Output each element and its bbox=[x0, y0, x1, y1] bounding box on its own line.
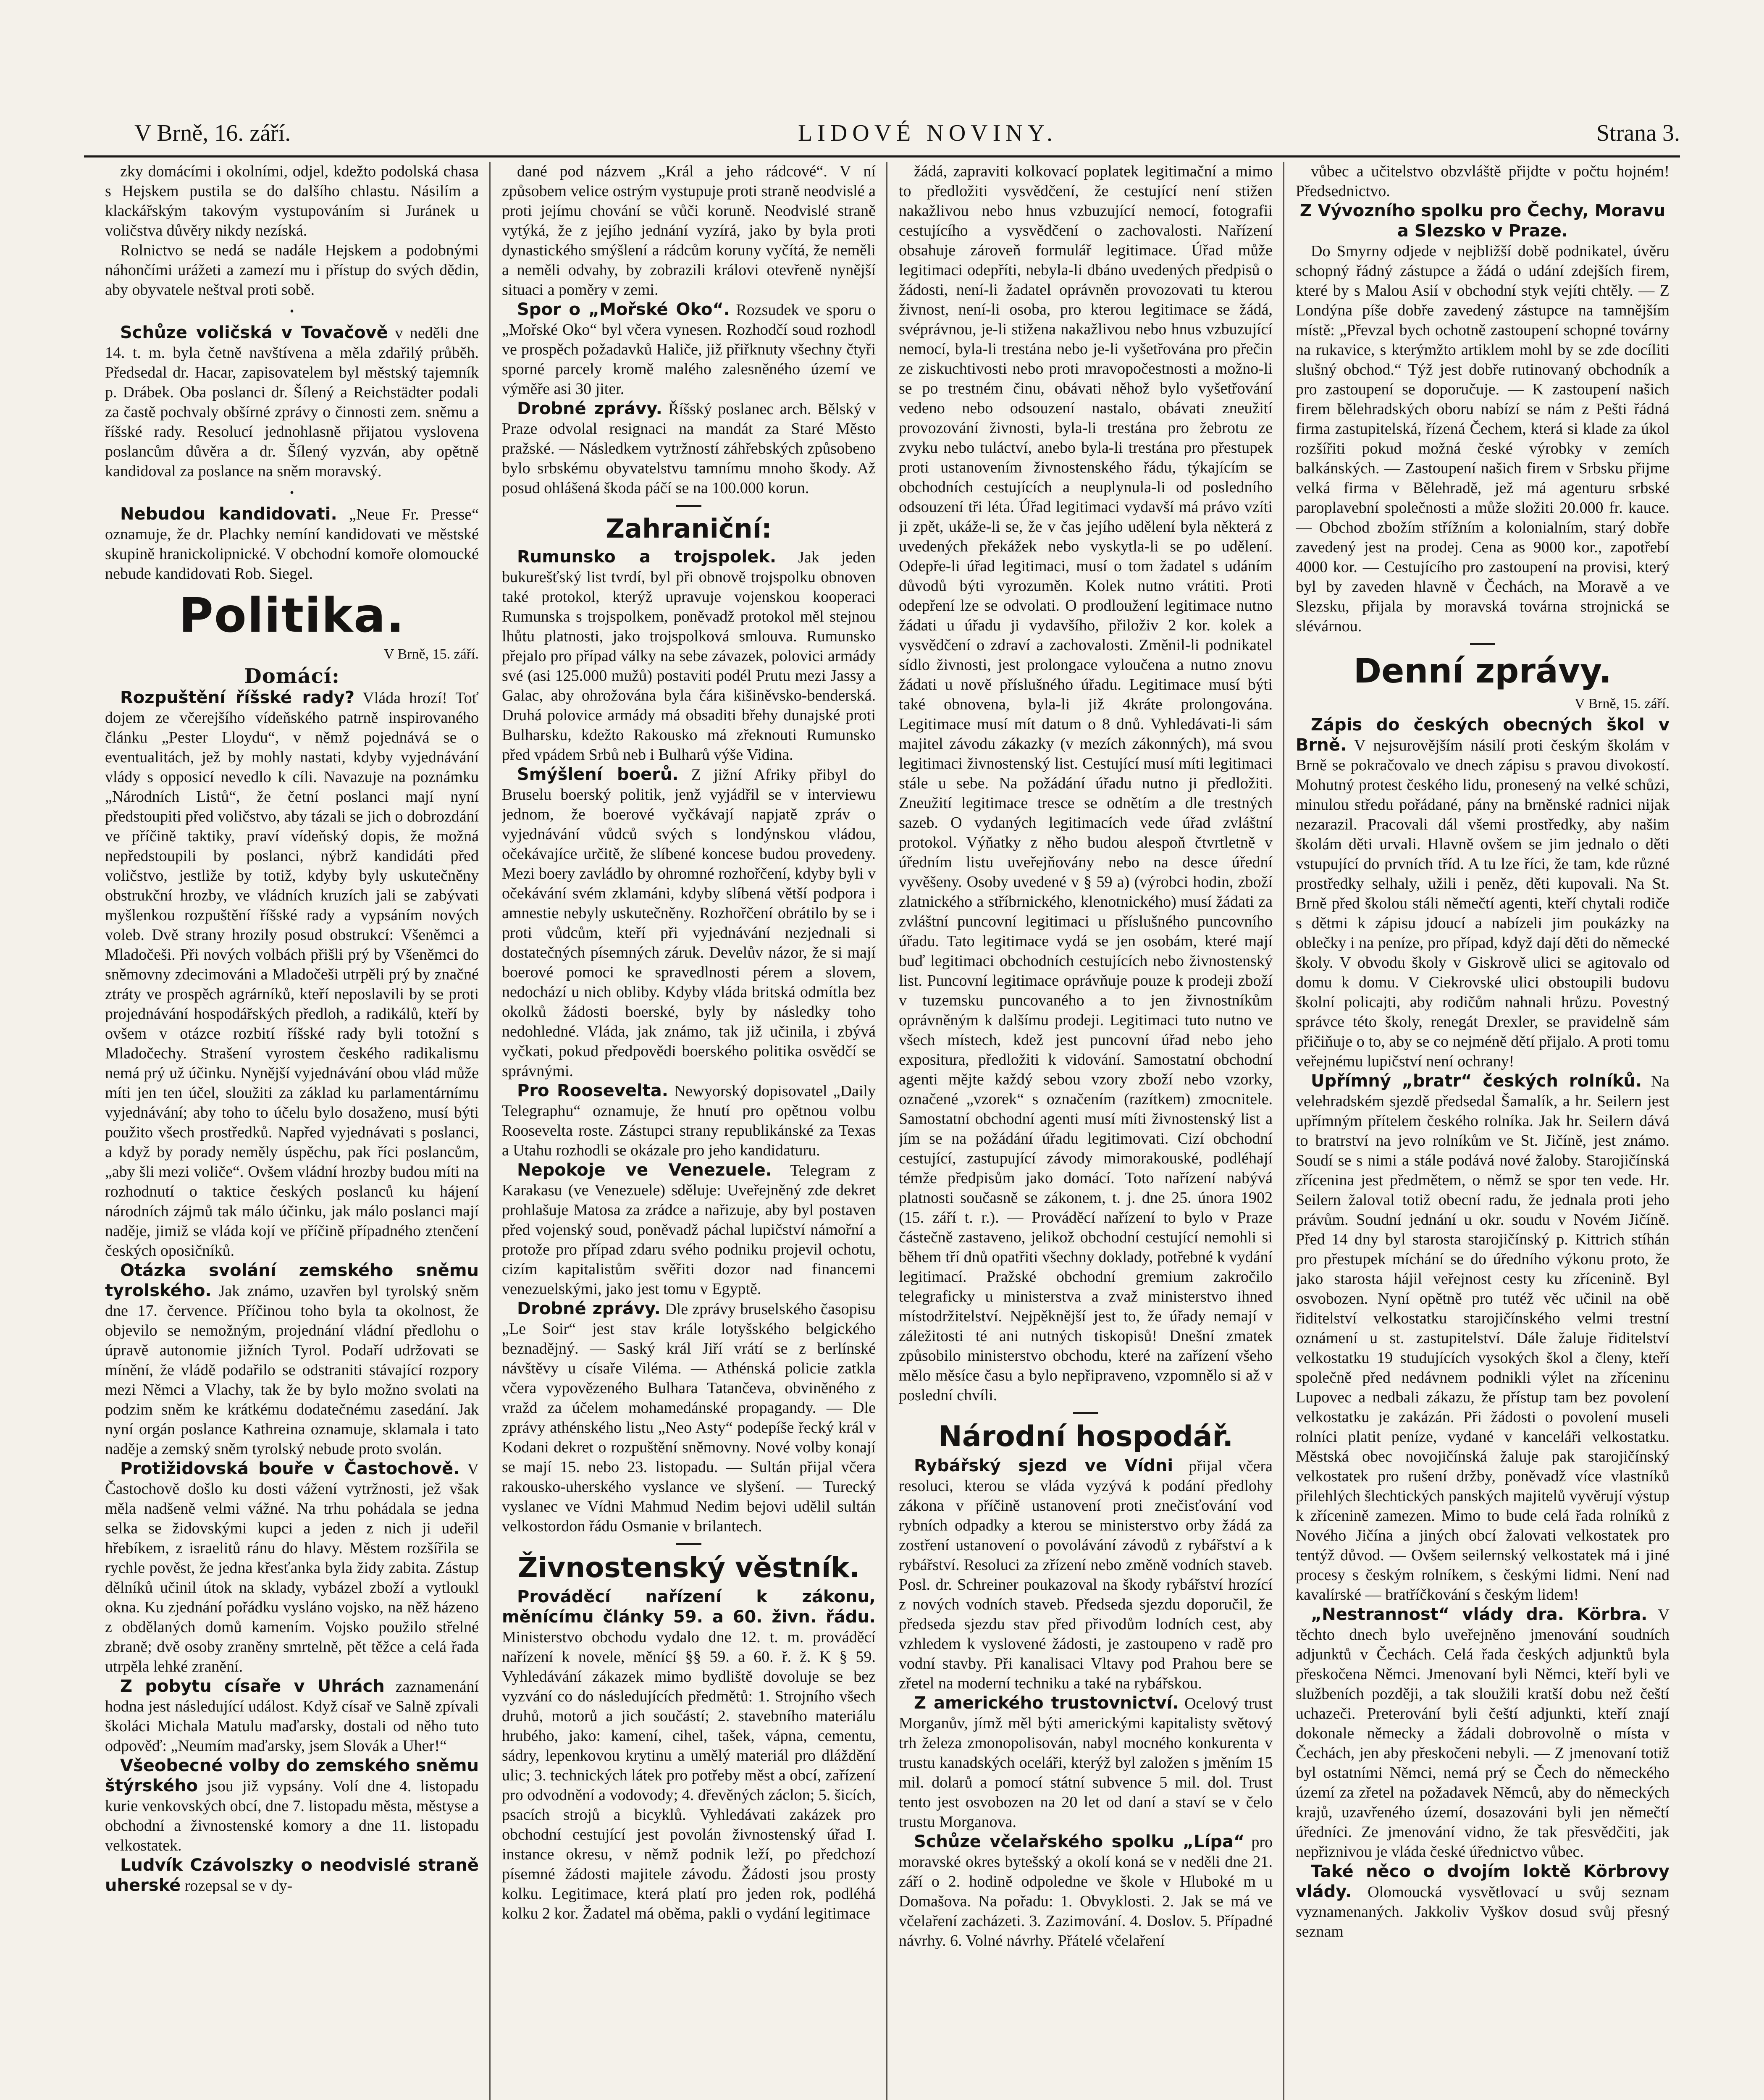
section-rule bbox=[1470, 643, 1495, 645]
article-text: Do Smyrny odjede v nejbližší době podnikatel, úvěru schopný řádný zástupce a žádá o udání zdejších firem, které by s Malou Asií v obchodní styk vejíti chtěly. — Z Londýna píše dobře zavedený zástupce na tamnějším místě: „Převzal bych ochotně zastoupení schopné továrny na rukavice, s kterýmžto artiklem mohl by se zde docíliti slušný obchod.“ Týž jest dobře rutinovaný obchodník a pro zastoupení se doporučuje. — K zastoupení našich firem bělehradských oboru nabízí se nám z Pešti řádná firma zastupitelská, řízená Čechem, která si klade za úkol rozšířiti pokud možná české výrobky v zemích balkánských. — Zastoupení našich firem v Srbsku přijme velká firma v Bělehradě, jež má agenturu srbské paroplavební společnosti a může složiti 20.000 fr. kauce. — Obchod zbožím střížním a kolonialním, starý dobře zavedený jest na prodej. Cena as 9000 kor., zapotřebí 4000 kor. — Cestujícího pro zastoupení na provisi, který byl by zaveden hlavně v Čechách, na Moravě a ve Slezsku, přijala by moravská továrna strojnická se slévárnou. bbox=[1296, 242, 1670, 635]
article-heading: Drobné zprávy. bbox=[517, 1299, 661, 1318]
separator-dot: • bbox=[290, 305, 294, 318]
separator-dot: • bbox=[290, 486, 294, 499]
article-text: Jak jeden bukurešťský list tvrdí, byl při obnově trojspolku obnoven také protokol, kterýž upravuje vojenskou kooperaci Rumunska s trojspolkem, poněvadž protokol měl stejnou lhůtu platnosti, jako trojspolková smlouva. Rumunsko přejalo pro případ války na sebe závazek, polovici armády své (asi 125.000 mužů) postaviti podél Prutu mezi Jassy a Galac, aby ohrožována byla čára kišiněvsko-benderská. Druhá polovice armády má obsaditi břehy dunajské proti Bulharsku, kdežto Rakousko má zřeknouti Rumunsko před vpádem Srbů neb i Bulharů výše Vidina. bbox=[502, 549, 876, 764]
article-text: Z jižní Afriky přibyl do Bruselu boerský politik, jenž vyjádřil se v interviewu jednom, že boerové vyčkávají napjatě zpráv o vyjednávání vůdců svých s londýnskou vládou, očekávajíce určitě, že slíbené koncese budou provedeny. Mezi boery zavládlo by ohromné rozhořčení, kdyby byli v očekávání svém zklamáni, kdyby slíbená větší podpora i amnestie nebyly uskutečněny. Rozhořčení obrátilo by se i proti vůdcům, kteří při vyjednávání nezjednali si dostatečných písemných záruk. Develův názor, že si mají boerové pomoci ke spravedlnosti pérem a slovem, nedochází u nich obliby. Kdyby vláda britská odmítla bez okolků žádosti boerské, byly by následky toho nedohledné. Vláda, jak známo, tak již učinila, i zbývá vyčkati, pokud předpovědi boerského politika osvědčí se správnými. bbox=[502, 766, 876, 1080]
header-date: V Brně, 16. září. bbox=[134, 120, 291, 146]
dateline: V Brně, 15. září. bbox=[1575, 696, 1670, 711]
article-heading: Rozpuštění říšské rady? bbox=[120, 688, 355, 707]
article bbox=[105, 1261, 479, 1459]
article bbox=[105, 688, 479, 1261]
article-heading: Z amerického trustovnictví. bbox=[914, 1693, 1179, 1713]
article-text: rozepsal se v dy- bbox=[184, 1877, 293, 1895]
article-heading: Z pobytu císaře v Uhrách bbox=[120, 1677, 385, 1696]
article-heading: Rumunsko a trojspolek. bbox=[517, 547, 777, 567]
article bbox=[105, 504, 479, 584]
column-4 bbox=[1296, 162, 1670, 2100]
article bbox=[1296, 1071, 1670, 1605]
article-text: V těchto dnech bylo uveřejněno jmenování soudních adjunktů v Čechách. Celá řada českých adjunktů byla přeskočena Němci. Jmenovaní byli Němci, kteří byli ve službeních později, a tak sloužili kratší dobu než čeští uchazeči. Preterování byli čeští adjunkti, kteří znají dokonale německy a žádali dobrovolně o místa v Čechách, jen aby přeskočeni nebyli. — Z jmenovaní totiž byl ostatními Němci, nemá prý se Čech do německého území za zřetel na požadavek Němců, aby do německých krajů, uzavřeného území, dosazováni byli jen němečtí úředníci. Ze jmenování vidno, že tak přesvědčiti, jak nepřiznivou je vláda české úřednictvo vůbec. bbox=[1296, 1606, 1670, 1861]
article-text: v neděli dne 14. t. m. byla četně navštívena a měla zdařilý průběh. Předsedal dr. Hacar, zapisovatelem byl městský tajemník p. Drábek. Oba poslanci dr. Šílený a Reichstädter podali za častě pochvaly obšírné zprávy o činnosti zem. sněmu a říšské rady. Resolucí jednohlasně přijatou vyslovena poslancům důvěra a dr. Šílený vyzván, aby opětně kandidoval za poslance na sněm moravský. bbox=[105, 324, 479, 480]
column-1 bbox=[105, 162, 479, 2100]
article-text: V Častochově došlo ku dosti vážení vytržnosti, jež však měla nadšeně velmi vážné. Na trhu pohádala se jedna selka se židovskými kupci a jeden z nich ji udeřil hřebíkem, z israelitů ránu do hlavy. Městem rozšířila se rychle pověst, že jedna křesťanka byla židy zabita. Zástup dělníků učinil útok na sklady, vybázel zboží a vytloukl okna. Ku zjednání pořádku vysláno vojsko, na něž házeno z obdělaných domů kamením. Vojsko použilo střelné zbraně; dvě osoby zraněny smrtelně, pět těžce a celá řada utrpěla lehké zranění. bbox=[105, 1460, 479, 1675]
header-rule bbox=[84, 155, 1680, 158]
article-heading: „Nestrannost“ vlády dra. Körbra. bbox=[1311, 1605, 1648, 1624]
article-heading: Otázka svolání zemského sněmu tyrolského. bbox=[105, 1261, 479, 1300]
column-divider bbox=[1283, 162, 1284, 2100]
article bbox=[502, 1160, 876, 1299]
section-title-zivnostensky-vestnik: Živnostenský věstník. bbox=[517, 1551, 860, 1584]
article-heading: Nebudou kandidovati. bbox=[120, 504, 337, 524]
article-text: přijal včera resoluci, kterou se vláda vyzývá k podání předlohy zákona v příčině ustanovení proti znečisťování vod rybních odpadky a kterou se ministerstvo orby žádá za zostření ustanovení o povolávání závodů z rybářství a k rybářství. Resoluci za zřízení nebo změně vodních staveb. Posl. dr. Schreiner poukazoval na škody rybářství hrozící z nových vodních staveb. Předseda sjezdu doporučil, že předseda sjezdu stav před přivodům lodních cest, aby vzhledem k vyslovené žádosti, je zastoupeno v radě pro vodní stavby. Při kanalisaci Vltavy pod Prahou bere se zřetel na moderní techniku a také na rybářskou. bbox=[899, 1457, 1273, 1692]
article bbox=[899, 1456, 1273, 1693]
article-text: Říšský poslanec arch. Bělský v Praze odvolal resignaci na mandát za Staré Město pražské. — Následkem vytržností záhřebských způsobeno bylo srbskému obyvatelstvu tamnímu mnoho škody. Až posud ohlášená škoda páčí se na 100.000 korun. bbox=[502, 400, 876, 497]
article-heading: Spor o „Mořské Oko“. bbox=[517, 300, 730, 319]
article-text: V nejsurovějším násilí proti českým školám v Brně se pokračovalo ve dnech zápisu s pravou divokostí. Mohutný protest českého lidu, pronesený na velké schůzi, minulou středu pořádané, pány na brněnské radnici nijak nezarazil. Pracovali dál všemi prostředky, aby našim školám děti urvali. Hlavně ovšem se jim jednalo o děti vstupující do prvních tříd. A tu lze říci, že tam, kde různé prostředky selhaly, užili i peněz, děti kupovali. Na St. Brně před školou stáli němečtí agenti, kteří chytali rodiče s dětmi k zápisu jdoucí a nabízeli jim poukázky na oblečky i na peníze, pro případ, když dají děti do německé školy. V obvodu školy v Giskrově ulici se agitovalo od domu k domu. V Ciekrovské ulici obstoupili budovu školní policajti, aby rodičům nahnali hrůzu. Povestný správce této školy, renegát Drexler, se pravidelně sám přičiňuje o to, aby se co nejméně dětí přijalo. A proti tomu veřejnému lupičství není ochrany! bbox=[1296, 737, 1670, 1070]
article-text: Rolnictvo se nedá se nadále Hejskem a podobnými náhončími urážeti a zamezí mu i přístup do svých dědin, aby obyvatele neštval proti sobě. bbox=[105, 242, 479, 299]
article-heading: Nepokoje ve Venezuele. bbox=[517, 1160, 772, 1180]
header-masthead: LIDOVÉ NOVINY. bbox=[798, 120, 1058, 146]
header-page-number: Strana 3. bbox=[1596, 120, 1680, 146]
section-title-politika: Politika. bbox=[178, 588, 405, 643]
column-divider bbox=[489, 162, 491, 2100]
article-heading: Schůze voličská v Tovačově bbox=[120, 323, 388, 342]
article-heading: Ludvík Czávolszky o neodvislé straně uherské bbox=[105, 1856, 479, 1895]
column-2 bbox=[502, 162, 876, 2100]
article bbox=[105, 1677, 479, 1756]
article-heading: Rybářský sjezd ve Vídni bbox=[914, 1456, 1173, 1475]
section-title-narodni-hospodar: Národní hospodář. bbox=[938, 1420, 1234, 1453]
article bbox=[1296, 1862, 1670, 1942]
article-heading: Také něco o dvojím loktě Körbrovy vlády. bbox=[1296, 1862, 1670, 1901]
article-text: pro moravské okres bytešský a okolí koná se v neděli dne 21. září o 2. hodině odpoledne ve škole v Hluboké m u Domašova. Na pořadu: 1. Obvyklosti. 2. Jak se má ve včelaření zacházeti. 3. Zazimování. 4. Doslov. 5. Případné návrhy. 6. Volné návrhy. Přátelé včelaření bbox=[899, 1833, 1273, 1950]
article-heading: Protižidovská bouře v Častochově. bbox=[120, 1459, 460, 1478]
running-head bbox=[84, 120, 1680, 153]
article-text: zaznamenání hodna jest následující událost. Když císař ve Salně zpívali školáci Michala Matulu maďarsky, dostali od něho tuto odpověď: „Neumím maďarsky, jsem Slovák a Uher!“ bbox=[105, 1678, 479, 1755]
article bbox=[1296, 1605, 1670, 1862]
article bbox=[105, 1856, 479, 1896]
article bbox=[502, 300, 876, 399]
article-text: Vláda hrozí! Toť dojem ze včerejšího vídeňského patrně inspirovaného článku „Pester Lloydu“, v němž pojednává se o eventualitách, jež by mohly nastati, kdyby vyjednávání vlády s opposicí nevedlo k cíli. Navazuje na poznámku „Národních Listů“, že četní poslanci mají nyní předstoupiti před voličstvo, aby tázali se jich o dobrozdání ve příčině taktiky, praví vídeňský dopis, že možná nepředstoupili by poslanci, nýbrž kandidáti před voličstvo, jestliže by totiž, kdyby byly uskutečněny obstrukční hrozby, ve vládních kruzích jali se zabývati myšlenkou rozpuštění říšské rady a vypsáním nových voleb. Dvě strany hrozily posud obstrukcí: Všeněmci a Mladočeši. Při nových volbách přišli prý by Všeněmci do sněmovny zdecimováni a Mladočeši utrpěli prý by značné ztráty ve prospěch agrárníků, kteří neposlavili by se proti projednávání hospodářských předloh, a radikálů, kteří by ovšem v otázce rozbití říšské rady byli totožní s Mladočechy. Strašení vyrostem českého radikalismu nemá prý už účinku. Nynější vyjednávání obou vlád může míti jen ten účel, sloužiti za základ ku parlamentárnímu vyjednávání; aby toho to účelu bylo dosaženo, musí býti použito všech prostředků. Napřed vyjednávati s poslanci, a když by porady neměly úspěchu, pak říci poslancům, „aby šli mezi voliče“. Ovšem vládní hrozby budou míti na rozhodnutí o taktice českých poslanců ku hájení národních zájmů tak málo účinku, jak málo poslanci mají naděje, jimiž se vláda kojí ve příčině případného ztenčení českých oposičníků. bbox=[105, 689, 479, 1260]
article-text: Newyorský dopisovatel „Daily Telegraphu“ oznamuje, že hnutí pro opětnou volbu Roosevelta roste. Zástupci strany republikánské za Texas a Utahu rozhodli se okázale pro jeho kandidaturu. bbox=[502, 1082, 876, 1159]
article-heading: Schůze včelařského spolku „Lípa“ bbox=[914, 1832, 1245, 1851]
article-text: Na velehradském sjezdě předsedal Šamalík, a hr. Seilern jest upřímným přítelem českého rolníka. Jak hr. Seilern dává to bratrství na jevo rolníkům ve St. Jičíně, jest známo. Soudí se s nimi a stále podává nové žaloby. Starojičínská zřícenina jest předmětem, o němž se spor ten vede. Hr. Seilern žaloval totiž obecní radu, že jednala proti jeho právům. Soudní jednání u okr. soudu v Novém Jičíně. Před 14 dny byl starosta starojičínský p. Kittrich stíhán pro přestupek míchání se do úředního výkonu proto, že jako starosta hájil veřejnost cesty ku zřícenině. Byl osvobozen. Nyní opětně pro tutéž věc učinil na obě řiditelství velkostatku starojičínského velmi trestní oznámení u st. zastupitelství. Dále žaluje řiditelství velkostatku 19 studujících vysokých škol a členy, kteří společně před nedávnem podnikli výlet na zříceninu Lupovec a nedbali zákazu, že přístup tam bez povolení velkostatku je zakázán. Při žádosti o povolení museli rolníci platit peníze, vydané v kanceláři velkostatku. Městská obec novojičínská žaluje pak starojičínský velkostatek pro rušení držby, poněvadž více vlastníků přilehlých šlechtických panských majitelů vyvěrují výstup k zřícenině zamezen. Mimo to bude celá řada rolníků z Nového Jičína a jiných obcí žalovati velkostatek pro tentýž důvod. — Ovšem seilernský velkostatek má i jiné procesy s českým rolníkem, s českými lidmi. Není nad kavalírské — bratříčkování s českým lidem! bbox=[1296, 1073, 1670, 1604]
article-text: žádá, zapraviti kolkovací poplatek legitimační a mimo to předložiti vysvědčení, že cestující není stižen nakažlivou nebo hnus vzbuzující nemocí, fotografii cestujícího a vysvědčení o zachovalosti. Nařízení obsahuje zároveň formulář legitimace. Úřad může legitimaci odepříti, nebyla-li dbáno uvedených předpisů o žádosti, není-li žadatel oprávněn provozovati tu kterou živnost, není-li osoba, pro kterou legitimace se žádá, svéprávnou, je-li stižena nakažlivou nebo hnus vzbuzující nemocí, byla-li trestána nebo je-li vyšetřována pro přečin ze ziskuchtivosti nebo proti mravopočestnosti a možno-li se po trestném činu, obávati něhož bylo vyšetřování vedeno nebo odsouzení nastalo, obávati zneužití provozování živnosti, byla-li trestána pro žebrotu ze zvyku nebo tuláctví, anebo byla-li trestána pro přestupek proti ustanovením živnostenského řádu, týkajícím se obchodních cestujících a neuplynula-li od posledního odsouzení tři léta. Úřad legitimaci vydavší má právo vzíti ji zpět, ukáže-li se, že v čas jejího udělení byla některá z uvedených překážek nebo vyskytla-li se po udělení. Odepře-li úřad legitimaci, musí o tom žadatel s udáním důvodů býti vyrozuměn. Kolek nutno vrátiti. Proti odepření lze se odvolati. O prodloužení legitimace nutno žádati u úřadu ji vydavšího, přiloživ 2 kor. kolek a vysvědčení o zdraví a zachovalosti. Změnil-li podnikatel sídlo živnosti, jest prolongace vyloučena a nutno znovu žádati u nově příslušného úřadu. Legitimace musí býti také obnovena, byla-li již 4kráte prolongována. Legitimace musí mít datum o 8 dnů. Vyhledávati-li sám majitel závodu zákazky (v mezích zákonných), má svou legitimaci živnostenský list. Cestující musí míti legitimaci stále u sebe. Na požádání úřadu nutno ji předložiti. Zneužití legitimace tresce se odnětím a dle trestných sazeb. O vydaných legitimacích vede úřad zvláštní protokol. Výňatky z něho budou alespoň čtvrtletně v úředním listu uveřejňovány nebo na desce úřední vyvěšeny. Osoby uvedené v § 59 a) (výrobci hodin, zboží zlatnického a stříbrnického, klenotnického) musí žádati za zvláštní puncovní legitimaci u příslušného puncovního úřadu. Tato legitimace vydá se jen osobám, které mají buď legitimaci obchodních cestujících nebo živnostenský list. Puncovní legitimace oprávňuje pouze k prodeji zboží v tuzemsku puncovaného a to jen živnostníkům oprávněným k dalšímu prodeji. Legitimaci tuto nutno ve všech místech, kdež jest puncovní úřad nebo jeho expositura, předložiti k vidování. Samostatní obchodní agenti mějte každý sebou vzory zboží nebo vzorky, označené „vzorek“ s označením (razítkem) zmocnitele. Samostatní obchodní agenti musí míti živnostenský list a jím se na požádání úřadu legitimovati. Cizí obchodní cestující, zastupující závody mimorakouské, podléhají témže předpisům jako domácí. Toto nařízení nabývá platnosti současně se zákonem, t. j. dne 25. února 1902 (15. září t. r.). — Prováděcí nařízení to bylo v Praze částečně zastaveno, jelikož obchodní cestující nemohli si během tří dnů opatřiti všechny doklady, potřebné k vydání legitimací. Pražské obchodní gremium zakročilo telegraficky u ministerstva a zvaž ministerstvo ihned místodržitelství. Nejpěknější jest to, že úřady nemají v záležitosti té ani nutných tiskopisů! Dnešní zmatek způsobilo ministerstvo obchodu, které na zařízení všeho mělo měsíce času a bylo nepřipraveno, vzpomnělo si až v poslední chvíli. bbox=[899, 163, 1273, 1404]
article-heading: Upřímný „bratr“ českých rolníků. bbox=[1311, 1071, 1642, 1091]
article-text: Rozsudek ve sporu o „Mořské Oko“ byl včera vynesen. Rozhodčí soud rozhodl ve prospěch požadavků Haliče, již přiřknuty všechny čtyři sporné parcely kromě malého zalesněného území ve výměře asi 30 jiter. bbox=[502, 301, 876, 398]
article bbox=[502, 765, 876, 1081]
article bbox=[502, 547, 876, 765]
section-title-denni-zpravy: Denní zprávy. bbox=[1353, 651, 1612, 690]
article-heading: Smýšlení boerů. bbox=[517, 765, 679, 784]
article-text: Jak známo, uzavřen byl tyrolský sněm dne 17. července. Příčinou toho byla ta okolnost, že objevilo se nemožným, projednání vládní předlohu o úpravě autonomie jižních Tyrol. Podaří udržovati se mínění, že vládě podařilo se odstraniti stávající rozpory mezi Němci a Vlachy, tak že by bylo možno svolati na podzim sněm ke krátkému dodatečnému zasedání. Jak nyní orgán poslance Kathreina oznamuje, sklamala i tato naděje a zemský sněm tyrolský nebude proto svolán. bbox=[105, 1282, 479, 1458]
article bbox=[502, 399, 876, 498]
section-rule bbox=[676, 1543, 701, 1545]
column-3 bbox=[899, 162, 1273, 2100]
article bbox=[105, 1756, 479, 1856]
article bbox=[502, 1081, 876, 1160]
article-text: Olomoucká vysvětlovací u svůj seznam vyznamenaných. Jakkoliv Vyškov dosud svůj přesný seznam bbox=[1296, 1883, 1670, 1940]
article-heading: Prováděcí nařízení k zákonu, měnícímu články 59. a 60. živn. řádu. bbox=[502, 1587, 876, 1627]
article bbox=[899, 1832, 1273, 1951]
section-title-zahranicni: Zahraniční: bbox=[606, 513, 772, 544]
column-divider bbox=[886, 162, 887, 2100]
article bbox=[105, 323, 479, 481]
article bbox=[1296, 715, 1670, 1071]
dateline: V Brně, 15. září. bbox=[384, 646, 479, 662]
article-text: zky domácími i okolními, odjel, kdežto podolská chasa s Hejskem pustila se do dalšího chlastu. Násilím a klackářským takovým vystupováním si Juránek u voličstva důvěry nikdy nezíská. bbox=[105, 163, 479, 239]
article bbox=[502, 1587, 876, 1924]
article-heading: Všeobecné volby do zemského sněmu štýrského bbox=[105, 1756, 479, 1796]
article bbox=[105, 1459, 479, 1677]
article-heading: Pro Roosevelta. bbox=[517, 1081, 668, 1100]
article-heading: Zápis do českých obecných škol v Brně. bbox=[1296, 715, 1670, 755]
article bbox=[502, 1299, 876, 1536]
section-rule bbox=[676, 505, 701, 507]
article-text: jsou již vypsány. Volí dne 4. listopadu kurie venkovských obcí, dne 7. listopadu města, městyse a obchodní a živnostenské komory a dne 11. listopadu velkostatek. bbox=[105, 1777, 479, 1854]
subsection-title-domaci: Domácí: bbox=[244, 664, 340, 688]
article-text: Dle zprávy bruselského časopisu „Le Soir“ jest stav krále lotyšského belgického beznadějný. — Saský král Jiří vrátí se z berlínské návštěvy u císaře Viléma. — Athénská policie zatkla včera vypovězeného Bulhara Tatančeva, obviněného z vražd za účelem mohamedánské propagandy. — Dle zprávy athénského listu „Neo Asty“ podepíše řecký král v Kodani dekret o rozpuštění sněmovny. Nové volby konají se mají 15. nebo 23. listopadu. — Sultán přijal včera rakousko-uherského vyslance ve slyšení. — Turecký vyslanec ve Vídni Mahmud Nedim bejovi udělil sultán velkostordon řádu Osmanie v brilantech. bbox=[502, 1300, 876, 1535]
article-heading-block bbox=[1296, 201, 1670, 242]
article-text: vůbec a učitelstvo obzvláště přijdte v počtu hojném! Předsednictvo. bbox=[1296, 163, 1670, 200]
article-text: „Neue Fr. Presse“ oznamuje, že dr. Plachky nemíní kandidovati ve městské skupině hranickolipnické. V obchodní komoře olomoucké nebude kandidovati Rob. Siegel. bbox=[105, 506, 479, 583]
article-heading: Drobné zprávy. bbox=[517, 399, 662, 418]
article-text: Ocelový trust Morganův, jímž měl býti americkými kapitalisty světový trh železa zmonopolisován, nabyl mocného konkurenta v trustu kanadských oceláři, kterýž byl založen s jměním 15 mil. dolarů a pomocí státní subvence 5 mil. dol. Trust tento jest osvobozen na 20 let od daní a staví se v čelo trustu Morganova. bbox=[899, 1695, 1273, 1831]
article bbox=[899, 1693, 1273, 1832]
article-heading: Z Vývozního spolku pro Čechy, Moravu a Slezsko v Praze. bbox=[1299, 201, 1666, 241]
section-rule bbox=[1073, 1412, 1098, 1414]
article-text: dané pod názvem „Král a jeho rádcové“. V ní způsobem velice ostrým vystupuje proti straně neodvislé a proti jejímu chování se vůči koruně. Neodvislé straně vytýká, že z jejího jednání vyzírá, jako by byla proti dynastického smýšlení a rádcům koruny vyčítá, že neměli a neměli odvahy, by zobrazili královi otevřeně nynější situaci a poměry v zemi. bbox=[502, 163, 876, 299]
article-text: Ministerstvo obchodu vydalo dne 12. t. m. prováděcí nařízení k novele, měnící §§ 59. a 60. ř. ž. K § 59. Vyhledávání zákazek mimo bydliště dovoluje se bez vyzvání co do následujících předmětů: 1. Strojního všech druhů, motorů a jich součástí; 2. stavebního materiálu hrubého, jako: kamení, cihel, tašek, vápna, cementu, sádry, lepenkovou krytinu a umělý materiál pro dláždění ulic; 3. technických látek pro potřeby měst a obcí, zařízení pro odvodnění a vodovody; 4. dřevěných záclon; 5. šicích, psacích strojů a bicyklů. Vyhledávati zakázek pro obchodní cestující jest povolán živnostenský úřad I. instance okresu, v němž podnik leží, po předchozí písemné žádosti majitele závodu. Žádosti jsou prosty kolku. Legitimace, která platí pro jeden rok, podléhá kolku 2 kor. Žadatel má oběma, pakli o vydání legitimace bbox=[502, 1628, 876, 1922]
article-text: Telegram z Karakasu (ve Venezuele) sděluje: Uveřejněný zde dekret prohlašuje Matosa za zrádce a nařizuje, aby byl postaven před vojenský soud, poněvadž páchal lupičství námořní a protože pro případ zdaru svého podniku projevil ochotu, cizím kapitalistům svěřiti dozor nad financemi venezuelskými, jako jest tomu v Egyptě. bbox=[502, 1162, 876, 1298]
